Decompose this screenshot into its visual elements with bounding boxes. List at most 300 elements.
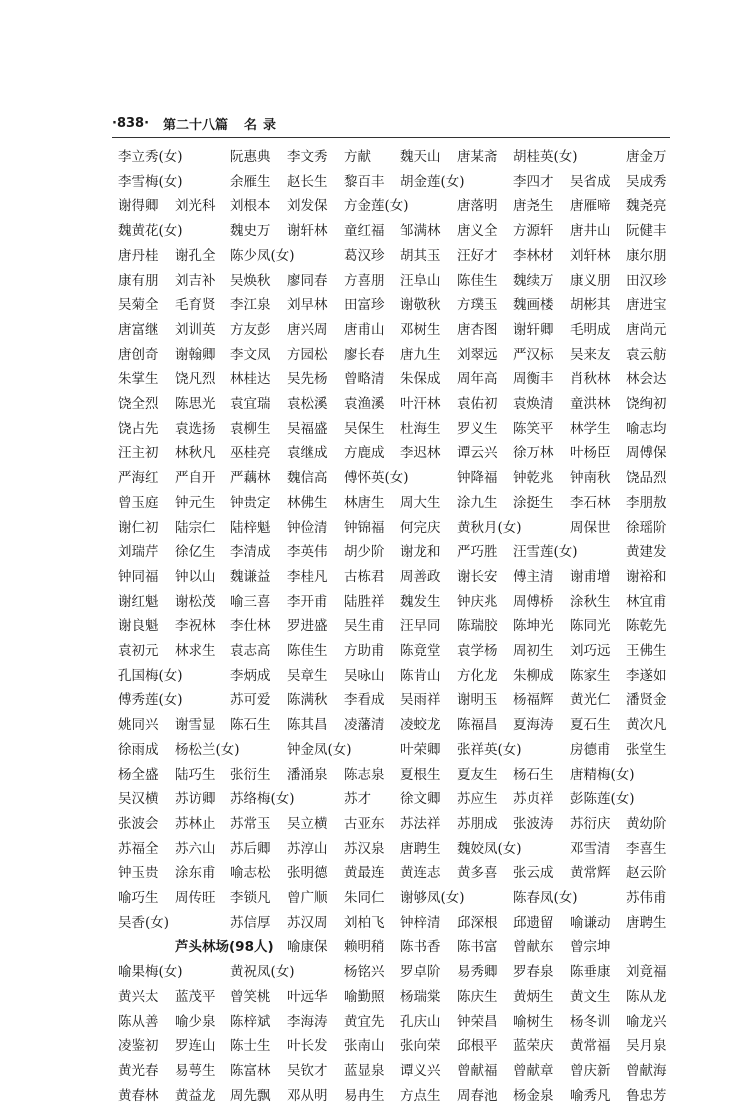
person-name: 谢轩卿 [513,321,554,338]
person-name: 严海红 [118,470,159,487]
person-name: 苏应生 [457,791,498,808]
person-name: 蓝荣庆 [513,1038,554,1055]
person-name: 杨福辉 [513,692,554,709]
person-name: 邓从明 [287,1087,328,1104]
person-name: 陈肯山 [400,667,441,684]
list-row [0,912,750,934]
person-name: 张云成 [513,865,554,882]
person-name: 李炳成 [230,667,271,684]
person-name: 吴生甫 [344,618,385,635]
person-name: 唐雁啼 [570,198,611,215]
person-name: 杨全盛 [118,766,159,783]
person-name: 谢龙和 [400,544,441,561]
person-name: 钟梓清 [400,914,441,931]
person-name: 唐井山 [570,223,611,240]
person-name: 吴雨祥 [400,692,441,709]
list-row [0,689,750,711]
person-name: 黄连志 [400,865,441,882]
list-row [0,245,750,267]
list-row [0,764,750,786]
page-header [112,113,672,133]
person-name: 周衡丰 [513,371,554,388]
person-name: 苏贞祥 [513,791,554,808]
list-row [0,220,750,242]
person-name: 童洪林 [570,396,611,412]
person-name: 方园松 [287,346,328,363]
person-name: 谢孔全 [175,247,216,264]
person-name: 唐尚元 [626,321,667,338]
person-name: 杨石生 [513,766,554,783]
person-name: 叶杨臣 [570,445,611,462]
person-name: 朱柳成 [513,667,554,684]
person-name: 谢甫增 [570,568,611,585]
person-name: 黄常福 [570,1038,611,1055]
person-name: 陆梓魁 [230,519,271,536]
person-name: 严自开 [175,470,216,487]
person-name: 饶占先 [118,420,159,437]
person-name: 吴保生 [344,420,385,437]
person-name: 方化龙 [457,667,498,684]
person-name: 邹满林 [400,223,441,240]
person-name: 汪好才 [457,247,498,264]
person-name: 夏友生 [457,766,498,783]
list-row [0,146,750,168]
person-name: 赖明稍 [344,939,385,956]
person-name: 徐亿生 [175,544,216,561]
person-name: 吴香(女) [118,914,170,931]
person-name: 叶荣卿 [400,741,441,758]
person-name: 钟降福 [457,470,498,487]
list-row [0,1085,750,1107]
person-name: 彭陈莲(女) [570,791,635,808]
person-name: 谢轩林 [287,223,328,240]
person-name: 黄光仁 [570,692,611,709]
person-name: 陈从善 [118,1013,159,1030]
person-name: 黄光春 [118,1062,159,1079]
person-name: 傅主清 [513,568,554,585]
person-name: 黄祝凤(女) [230,964,295,981]
person-name: 袁松溪 [287,396,328,412]
person-name: 李开甫 [287,593,328,610]
person-name: 张衍生 [230,766,271,783]
person-name: 朱掌生 [118,371,159,388]
person-name: 吴成秀 [626,173,667,190]
person-name: 康义朋 [570,272,611,289]
person-name: 张南山 [344,1038,385,1055]
person-name: 钟金凤(女) [287,741,352,758]
person-name: 李英伟 [287,544,328,561]
person-name: 喻谦动 [570,914,611,931]
person-name: 谢够凤(女) [400,890,465,906]
person-name: 周大生 [400,494,441,511]
person-name: 袁继成 [287,445,328,462]
person-name: 饶绚初 [626,396,667,412]
person-name: 张波会 [118,815,159,832]
person-name: 魏发生 [400,593,441,610]
person-name: 李文秀 [287,149,328,165]
person-name: 张波涛 [513,815,554,832]
person-name: 叶远华 [287,988,328,1005]
person-name: 李清成 [230,544,271,561]
person-name: 易萼生 [175,1062,216,1079]
person-name: 房德甫 [570,741,611,758]
person-name: 苏才 [344,791,371,808]
person-name: 方献 [344,149,371,165]
person-name: 邓树生 [400,321,441,338]
person-name: 刘竟福 [626,964,667,981]
list-row [0,665,750,687]
person-name: 吴焕秋 [230,272,271,289]
person-name: 黄宜先 [344,1013,385,1030]
person-name: 苏伟甫 [626,890,667,906]
person-name: 曾献东 [513,939,554,956]
person-name: 陈同光 [570,618,611,635]
person-name: 阮健丰 [626,223,667,240]
person-name: 叶长发 [287,1038,328,1055]
person-name: 林唐生 [344,494,385,511]
person-name: 康尔朋 [626,247,667,264]
person-name: 喻志松 [230,865,271,882]
person-name: 喻三喜 [230,593,271,610]
person-name: 苏汉泉 [344,840,385,857]
person-name: 魏续万 [513,272,554,289]
list-row [0,739,750,761]
person-name: 陈梓斌 [230,1013,271,1030]
person-name: 吴钦才 [287,1062,328,1079]
person-name: 黄炳生 [513,988,554,1005]
person-name: 杨冬训 [570,1013,611,1030]
person-name: 吴立横 [287,815,328,832]
list-row [0,368,750,390]
person-name: 苏六山 [175,840,216,857]
person-name: 李雪梅(女) [118,173,183,190]
person-name: 苏常玉 [230,815,271,832]
person-name: 周初生 [513,643,554,659]
person-name: 李文凤 [230,346,271,363]
person-name: 谭义兴 [400,1062,441,1079]
person-name: 杜海生 [400,420,441,437]
person-name: 涂秋生 [570,593,611,610]
person-name: 汪早同 [400,618,441,635]
person-name: 魏尧亮 [626,198,667,215]
person-name: 胡桂英(女) [513,149,578,165]
person-name: 林会达 [626,371,667,388]
person-name: 吴菊全 [118,297,159,314]
person-name: 苏汉周 [287,914,328,931]
person-name: 李立秀(女) [118,149,183,165]
person-name: 汪主初 [118,445,159,462]
person-name: 黄多喜 [457,865,498,882]
person-name: 黄次凡 [626,717,667,734]
person-name: 邱遗留 [513,914,554,931]
person-name: 李仕林 [230,618,271,635]
person-name: 陈坤光 [513,618,554,635]
person-name: 唐九生 [400,346,441,363]
person-name: 曾笑桃 [230,988,271,1005]
person-name: 陈石生 [230,717,271,734]
person-name: 曾献海 [626,1062,667,1079]
person-name: 李四才 [513,173,554,190]
person-name: 方友彭 [230,321,271,338]
person-name: 陈志泉 [344,766,385,783]
list-row [0,1060,750,1082]
page-title: 名录 [244,117,283,133]
person-name: 陈少凤(女) [230,247,295,264]
person-name: 陈瑞胶 [457,618,498,635]
person-name: 唐尧生 [513,198,554,215]
person-name: 陆胜祥 [344,593,385,610]
person-name: 曾略清 [344,371,385,388]
person-name: 周春池 [457,1087,498,1104]
person-name: 谢翰卿 [175,346,216,363]
person-name: 吴先杨 [287,371,328,388]
person-name: 苏林止 [175,815,216,832]
person-name: 谢长安 [457,568,498,585]
person-name: 魏谦益 [230,568,271,585]
person-name: 苏络梅(女) [230,791,295,808]
person-name: 吴汉横 [118,791,159,808]
person-name: 古栋君 [344,568,385,585]
person-name: 徐雨成 [118,741,159,758]
person-name: 钟元生 [175,494,216,511]
person-name: 夏根生 [400,766,441,783]
person-name: 陈富林 [230,1062,271,1079]
person-name: 赵云阶 [626,865,667,882]
person-name: 涂东甫 [175,865,216,882]
person-name: 袁初元 [118,643,159,659]
list-row [0,393,750,415]
person-name: 唐精梅(女) [570,766,635,783]
person-name: 唐兴周 [287,321,328,338]
person-name: 谢明玉 [457,692,498,709]
person-name: 陈从龙 [626,988,667,1005]
list-row [0,294,750,316]
person-name: 喻少泉 [175,1013,216,1030]
person-name: 钟南秋 [570,470,611,487]
person-name: 方喜朋 [344,272,385,289]
person-name: 刘翠远 [457,346,498,363]
person-name: 唐某斋 [457,149,498,165]
person-name: 苏访卿 [175,791,216,808]
person-name: 唐甫山 [344,321,385,338]
person-name: 谢红魁 [118,593,159,610]
person-name: 唐杏图 [457,321,498,338]
person-name: 凌藩清 [344,717,385,734]
person-name: 杨松兰(女) [175,741,240,758]
person-name: 谢得卿 [118,198,159,215]
person-name: 喻树生 [513,1013,554,1030]
list-row [0,838,750,860]
person-name: 余雁生 [230,173,271,190]
person-name: 何完庆 [400,519,441,536]
person-name: 康有朋 [118,272,159,289]
person-name: 陈其昌 [287,717,328,734]
person-name: 邱根平 [457,1038,498,1055]
person-name: 袁宜瑞 [230,396,271,412]
list-row [0,714,750,736]
person-name: 潘涌泉 [287,766,328,783]
person-name: 潘贤金 [626,692,667,709]
person-name: 易秀卿 [457,964,498,981]
person-name: 杨瑞棠 [400,988,441,1005]
person-name: 巫桂亮 [230,445,271,462]
person-name: 涂挺生 [513,494,554,511]
person-name: 邓雪清 [570,840,611,857]
list-row [0,813,750,835]
person-name: 曾献福 [457,1062,498,1079]
person-name: 李喜生 [626,840,667,857]
person-name: 刘瑞芹 [118,544,159,561]
list-row [0,862,750,884]
person-name: 张明德 [287,865,328,882]
list-row [0,344,750,366]
person-name: 唐金万 [626,149,667,165]
person-name: 唐丹桂 [118,247,159,264]
person-name: 林宜甫 [626,593,667,610]
list-row [0,442,750,464]
person-name: 袁云舫 [626,346,667,363]
person-name: 傅怀英(女) [344,470,409,487]
person-name: 陈思光 [175,396,216,412]
person-name: 陈垂康 [570,964,611,981]
person-name: 林秋凡 [175,445,216,462]
list-row [0,418,750,440]
person-name: 张堂生 [626,741,667,758]
person-name: 饶品烈 [626,470,667,487]
person-name: 黄兴太 [118,988,159,1005]
person-name: 蓝茂平 [175,988,216,1005]
person-name: 林学生 [570,420,611,437]
person-name: 吴福盛 [287,420,328,437]
person-name: 黄春林 [118,1087,159,1104]
person-name: 陈乾先 [626,618,667,635]
list-row [0,171,750,193]
person-name: 曾广顺 [287,890,328,906]
person-name: 钟贵定 [230,494,271,511]
section-label: 第二十八篇 [163,117,229,133]
person-name: 谢敬秋 [400,297,441,314]
person-name: 曾庆新 [570,1062,611,1079]
person-name: 饶全烈 [118,396,159,412]
person-name: 凌蛟龙 [400,717,441,734]
person-name: 李桂凡 [287,568,328,585]
person-name: 黎百丰 [344,173,385,190]
person-name: 喻巧生 [118,890,159,906]
person-name: 方璞玉 [457,297,498,314]
person-name: 周善政 [400,568,441,585]
list-row [0,591,750,613]
person-name: 李迟林 [400,445,441,462]
person-name: 胡少阶 [344,544,385,561]
person-name: 李祝林 [175,618,216,635]
person-name: 张向荣 [400,1038,441,1055]
person-name: 朱保成 [400,371,441,388]
person-name: 苏朋成 [457,815,498,832]
person-name: 袁佑初 [457,396,498,412]
person-name: 方助甫 [344,643,385,659]
person-name: 周保世 [570,519,611,536]
person-name: 刘训英 [175,321,216,338]
person-name: 苏衍庆 [570,815,611,832]
person-name: 喻康保 [287,939,328,956]
person-name: 方鹿成 [344,445,385,462]
person-name: 古亚东 [344,815,385,832]
person-name: 苏信厚 [230,914,271,931]
person-name: 谭云兴 [457,445,498,462]
person-name: 吴来友 [570,346,611,363]
person-name: 李朋敖 [626,494,667,511]
person-name: 姚同兴 [118,717,159,734]
person-name: 李锁凡 [230,890,271,906]
person-name: 廖长春 [344,346,385,363]
person-name: 袁选扬 [175,420,216,437]
person-name: 罗连山 [175,1038,216,1055]
person-name: 夏海涛 [513,717,554,734]
person-name: 周先飘 [230,1087,271,1104]
person-name: 李海涛 [287,1013,328,1030]
list-row [0,961,750,983]
person-name: 喻勤照 [344,988,385,1005]
person-name: 谢仁初 [118,519,159,536]
person-name: 魏黄花(女) [118,223,183,240]
person-name: 陆巧生 [175,766,216,783]
person-name: 喻秀凡 [570,1087,611,1104]
person-name: 陈书香 [400,939,441,956]
person-name: 陆宗仁 [175,519,216,536]
list-row [0,566,750,588]
person-name: 唐聘生 [400,840,441,857]
person-name: 王佛生 [626,643,667,659]
person-name: 严巧胜 [457,544,498,561]
list-row [0,986,750,1008]
person-name: 鲁忠芳 [626,1087,667,1104]
header-rule [112,137,670,138]
person-name: 苏法祥 [400,815,441,832]
person-name: 陈笑平 [513,420,554,437]
list-row [0,887,750,909]
person-name: 喻龙兴 [626,1013,667,1030]
person-name: 严汉标 [513,346,554,363]
person-name: 黄文生 [570,988,611,1005]
person-name: 钟庆兆 [457,593,498,610]
person-name: 罗义生 [457,420,498,437]
person-name: 唐进宝 [626,297,667,314]
person-name: 邱深根 [457,914,498,931]
person-name: 苏福全 [118,840,159,857]
person-name: 苏淳山 [287,840,328,857]
person-name: 毛明成 [570,321,611,338]
person-name: 黄建发 [626,544,667,561]
person-name: 陈满秋 [287,692,328,709]
person-name: 汪雪莲(女) [513,544,578,561]
person-name: 罗卓阶 [400,964,441,981]
person-name: 徐万林 [513,445,554,462]
person-name: 蓝显泉 [344,1062,385,1079]
person-name: 毛育贤 [175,297,216,314]
list-row [0,1035,750,1057]
person-name: 朱同仁 [344,890,385,906]
person-name: 魏天山 [400,149,441,165]
person-name: 谢裕和 [626,568,667,585]
list-row [0,936,750,958]
person-name: 易冉生 [344,1087,385,1104]
list-row [0,541,750,563]
list-row [0,615,750,637]
person-name: 李遂如 [626,667,667,684]
person-name: 袁学杨 [457,643,498,659]
person-name: 谢雪显 [175,717,216,734]
person-name: 刘吉补 [175,272,216,289]
